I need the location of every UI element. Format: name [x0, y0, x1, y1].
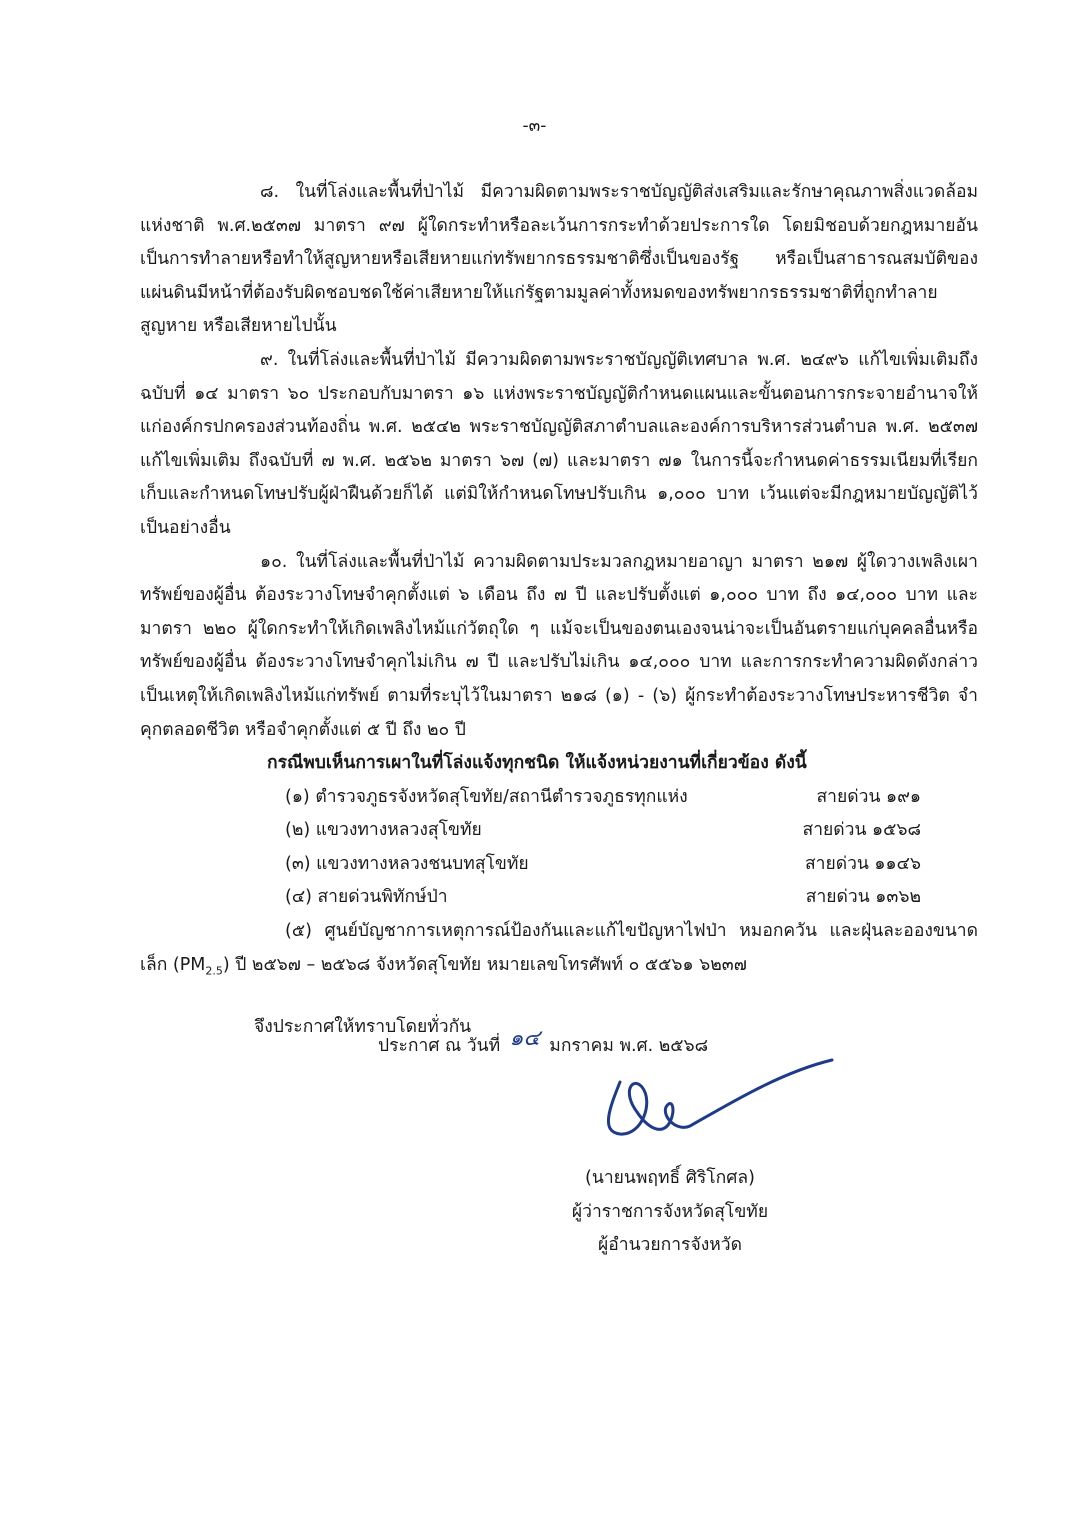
paragraph-9: ๙. ในที่โล่งและพื้นที่ป่าไม้ มีความผิดตามพระราชบัญญัติเทศบาล พ.ศ. ๒๔๙๖ แก้ไขเพิ่มเติมถึงฉบับที่ ๑๔ มาตรา ๖๐ ประกอบกับมาตรา ๑๖ แห่งพระราชบัญญัติกำหนดแผนและขั้นตอนการกระจายอำนาจให้แก่องค์กรปกครองส่วนท้องถิ่น พ.ศ. ๒๕๔๒ พระราชบัญญัติสภาตำบลและองค์การบริหารส่วนตำบล พ.ศ. ๒๕๓๗ แก้ไขเพิ่มเติม ถึงฉบับที่ ๗ พ.ศ. ๒๕๖๒ มาตรา ๖๗ (๗) และมาตรา ๗๑ ในการนี้จะกำหนดค่าธรรมเนียมที่เรียกเก็บและกำหนดโทษปรับผู้ฝ่าฝืนด้วยก็ได้ แต่มิให้กำหนดโทษปรับเกิน ๑,๐๐๐ บาท เว้นแต่จะมีกฎหมายบัญญัติไว้เป็นอย่างอื่น [140, 349, 978, 538]
hotline-agency: (๑) ตำรวจภูธรจังหวัดสุโขทัย/สถานีตำรวจภูธรทุกแห่ง [285, 786, 688, 807]
paragraph-8: ๘. ในที่โล่งและพื้นที่ป่าไม้ มีความผิดตามพระราชบัญญัติส่งเสริมและรักษาคุณภาพสิ่งแวดล้อมแห่งชาติ พ.ศ.๒๕๓๗ มาตรา ๙๗ ผู้ใดกระทำหรือละเว้นการกระทำด้วยประการใด โดยมิชอบด้วยกฎหมายอันเป็นการทำลายหรือทำให้สูญหายหรือเสียหายแก่ทรัพยากรธรรมชาติซึ่งเป็นของรัฐ หรือเป็นสาธารณสมบัติของแผ่นดินมีหน้าที่ต้องรับผิดชอบชดใช้ค่าเสียหายให้แก่รัฐตามมูลค่าทั้งหมดของทรัพยากรธรรมชาติที่ถูกทำลาย สูญหาย หรือเสียหายไปนั้น [140, 182, 978, 337]
paragraph-10: ๑๐. ในที่โล่งและพื้นที่ป่าไม้ ความผิดตามประมวลกฎหมายอาญา มาตรา ๒๑๗ ผู้ใดวางเพลิงเผาทรัพย์ของผู้อื่น ต้องระวางโทษจำคุกตั้งแต่ ๖ เดือน ถึง ๗ ปี และปรับตั้งแต่ ๑,๐๐๐ บาท ถึง ๑๔,๐๐๐ บาท และมาตรา ๒๒๐ ผู้ใดกระทำให้เกิดเพลิงไหม้แก่วัตถุใด ๆ แม้จะเป็นของตนเองจนน่าจะเป็นอันตรายแก่บุคคลอื่นหรือทรัพย์ของผู้อื่น ต้องระวางโทษจำคุกไม่เกิน ๗ ปี และปรับไม่เกิน ๑๔,๐๐๐ บาท และการกระทำความผิดดังกล่าวเป็นเหตุให้เกิดเพลิงไหม้แก่ทรัพย์ ตามที่ระบุไว้ในมาตรา ๒๑๘ (๑) - (๖) ผู้กระทำต้องระวางโทษประหารชีวิต จำคุกตลอดชีวิต หรือจำคุกตั้งแต่ ๕ ปี ถึง ๒๐ ปี [140, 551, 978, 740]
hotline-agency: (๔) สายด่วนพิทักษ์ป่า [285, 887, 448, 908]
hotline-agency: (๒) แขวงทางหลวงสุโขทัย [285, 820, 482, 841]
hotline-row [140, 814, 978, 848]
hotline-number: สายด่วน ๑๑๔๖ [804, 853, 921, 874]
hotline-number: สายด่วน ๑๕๖๘ [802, 820, 921, 841]
item-5-pm25-center [140, 915, 978, 988]
page-number: -๓- [522, 116, 547, 136]
item-5-text-end: ) ปี ๒๕๖๗ – ๒๕๖๘ จังหวัดสุโขทัย หมายเลขโทรศัพท์ ๐ ๕๕๖๑ ๖๒๓๗ [222, 954, 747, 975]
announcement-body [140, 176, 978, 988]
pm-subscript: 2.5 [205, 964, 223, 978]
governor-signature [592, 1052, 842, 1162]
hotline-number: สายด่วน ๑๙๑ [816, 786, 921, 807]
hotline-agency: (๓) แขวงทางหลวงชนบทสุโขทัย [285, 853, 529, 874]
signer-title: ผู้ว่าราชการจังหวัดสุโขทัย [571, 1201, 769, 1222]
date-day-handwritten: ๑๔ [509, 1026, 541, 1051]
closing-statement: จึงประกาศให้ทราบโดยทั่วกัน [254, 1017, 472, 1037]
hotline-number: สายด่วน ๑๓๖๒ [805, 887, 921, 908]
date-prefix: ประกาศ ณ วันที่ [378, 1036, 501, 1056]
hotline-row [140, 781, 978, 815]
signer-name: (นายนพฤทธิ์ ศิริโกศล) [585, 1168, 755, 1188]
date-suffix: มกราคม พ.ศ. ๒๕๖๘ [549, 1036, 709, 1056]
report-heading: กรณีพบเห็นการเผาในที่โล่งแจ้งทุกชนิด ให้แจ้งหน่วยงานที่เกี่ยวข้อง ดังนี้ [267, 753, 807, 774]
signer-role: ผู้อำนวยการจังหวัด [598, 1235, 742, 1255]
hotline-row [140, 881, 978, 915]
hotline-row [140, 848, 978, 882]
item-5-text: (๕) ศูนย์บัญชาการเหตุการณ์ป้องกันและแก้ไขปัญหาไฟป่า หมอกควัน และฝุ่นละอองขนาดเล็ก (PM [140, 921, 978, 975]
signer-block [520, 1162, 820, 1263]
